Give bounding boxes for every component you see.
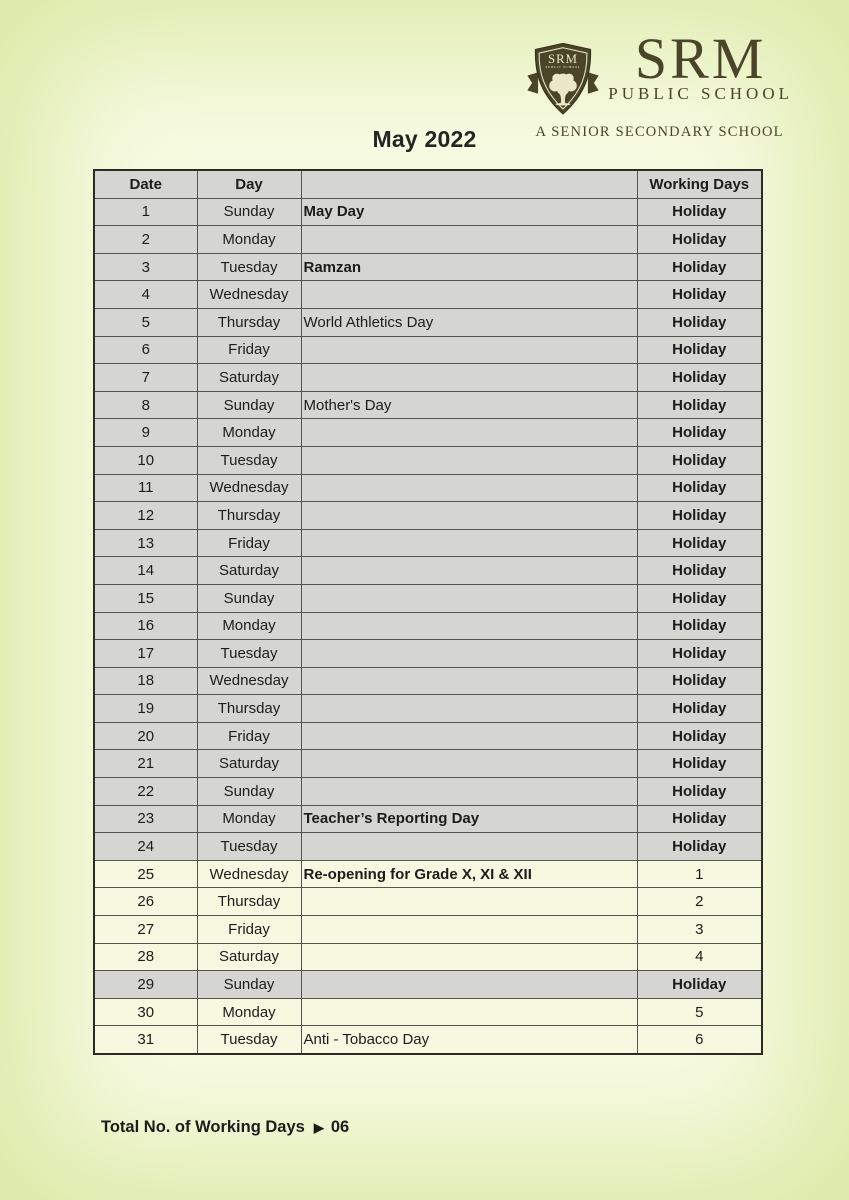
calendar-row bbox=[94, 750, 762, 778]
day-cell: Saturday bbox=[197, 557, 301, 585]
calendar-row bbox=[94, 419, 762, 447]
calendar-row bbox=[94, 612, 762, 640]
date-cell: 29 bbox=[94, 971, 197, 999]
working-days-cell: Holiday bbox=[637, 722, 762, 750]
working-days-cell: Holiday bbox=[637, 419, 762, 447]
working-days-cell: Holiday bbox=[637, 695, 762, 723]
event-cell bbox=[301, 612, 637, 640]
event-cell: Mother's Day bbox=[301, 391, 637, 419]
date-cell: 4 bbox=[94, 281, 197, 309]
event-cell bbox=[301, 557, 637, 585]
date-cell: 16 bbox=[94, 612, 197, 640]
event-cell bbox=[301, 502, 637, 530]
day-cell: Friday bbox=[197, 916, 301, 944]
working-days-cell: Holiday bbox=[637, 778, 762, 806]
day-cell: Monday bbox=[197, 612, 301, 640]
header-row bbox=[94, 170, 762, 198]
date-cell: 18 bbox=[94, 667, 197, 695]
calendar-row bbox=[94, 888, 762, 916]
working-days-cell: Holiday bbox=[637, 364, 762, 392]
day-cell: Wednesday bbox=[197, 860, 301, 888]
day-cell: Sunday bbox=[197, 778, 301, 806]
event-cell bbox=[301, 916, 637, 944]
calendar-row bbox=[94, 336, 762, 364]
date-cell: 31 bbox=[94, 1026, 197, 1054]
date-cell: 13 bbox=[94, 529, 197, 557]
calendar-row bbox=[94, 916, 762, 944]
date-cell: 25 bbox=[94, 860, 197, 888]
day-cell: Tuesday bbox=[197, 253, 301, 281]
day-cell: Monday bbox=[197, 998, 301, 1026]
day-cell: Saturday bbox=[197, 750, 301, 778]
working-days-cell: Holiday bbox=[637, 640, 762, 668]
event-cell bbox=[301, 226, 637, 254]
date-cell: 17 bbox=[94, 640, 197, 668]
calendar-row bbox=[94, 446, 762, 474]
calendar-row bbox=[94, 308, 762, 336]
shield-srm-text: SRM bbox=[548, 51, 579, 66]
day-cell: Monday bbox=[197, 226, 301, 254]
calendar-row bbox=[94, 391, 762, 419]
working-days-cell: Holiday bbox=[637, 253, 762, 281]
event-cell bbox=[301, 667, 637, 695]
total-working-days bbox=[101, 1118, 349, 1137]
calendar-row bbox=[94, 778, 762, 806]
calendar-row bbox=[94, 584, 762, 612]
event-cell bbox=[301, 778, 637, 806]
working-days-cell: 4 bbox=[637, 943, 762, 971]
calendar-row bbox=[94, 640, 762, 668]
day-cell: Monday bbox=[197, 805, 301, 833]
working-days-cell: 3 bbox=[637, 916, 762, 944]
day-cell: Tuesday bbox=[197, 640, 301, 668]
day-cell: Thursday bbox=[197, 502, 301, 530]
column-header-working-days: Working Days bbox=[637, 170, 762, 198]
working-days-cell: Holiday bbox=[637, 529, 762, 557]
event-cell: Ramzan bbox=[301, 253, 637, 281]
event-cell bbox=[301, 998, 637, 1026]
event-cell: May Day bbox=[301, 198, 637, 226]
working-days-cell: 2 bbox=[637, 888, 762, 916]
working-days-cell: 5 bbox=[637, 998, 762, 1026]
date-cell: 23 bbox=[94, 805, 197, 833]
day-cell: Sunday bbox=[197, 391, 301, 419]
event-cell bbox=[301, 971, 637, 999]
working-days-cell: Holiday bbox=[637, 198, 762, 226]
calendar-row bbox=[94, 253, 762, 281]
day-cell: Thursday bbox=[197, 695, 301, 723]
working-days-cell: Holiday bbox=[637, 584, 762, 612]
calendar-row bbox=[94, 695, 762, 723]
working-days-cell: 1 bbox=[637, 860, 762, 888]
calendar-row bbox=[94, 1026, 762, 1054]
day-cell: Sunday bbox=[197, 584, 301, 612]
calendar-row bbox=[94, 198, 762, 226]
event-cell bbox=[301, 336, 637, 364]
shield-subtext: PUBLIC SCHOOL bbox=[545, 65, 581, 70]
working-days-cell: 6 bbox=[637, 1026, 762, 1054]
working-days-cell: Holiday bbox=[637, 281, 762, 309]
day-cell: Sunday bbox=[197, 198, 301, 226]
working-days-cell: Holiday bbox=[637, 308, 762, 336]
event-cell bbox=[301, 446, 637, 474]
date-cell: 12 bbox=[94, 502, 197, 530]
event-cell bbox=[301, 584, 637, 612]
day-cell: Friday bbox=[197, 722, 301, 750]
event-cell bbox=[301, 529, 637, 557]
day-cell: Saturday bbox=[197, 943, 301, 971]
calendar-row bbox=[94, 943, 762, 971]
calendar-row bbox=[94, 529, 762, 557]
date-cell: 26 bbox=[94, 888, 197, 916]
day-cell: Wednesday bbox=[197, 281, 301, 309]
date-cell: 1 bbox=[94, 198, 197, 226]
working-days-cell: Holiday bbox=[637, 336, 762, 364]
calendar-row bbox=[94, 805, 762, 833]
event-cell bbox=[301, 695, 637, 723]
event-cell bbox=[301, 281, 637, 309]
date-cell: 2 bbox=[94, 226, 197, 254]
calendar-row bbox=[94, 971, 762, 999]
day-cell: Monday bbox=[197, 419, 301, 447]
page-title: May 2022 bbox=[372, 126, 477, 152]
calendar-row bbox=[94, 502, 762, 530]
srm-shield-icon bbox=[526, 36, 600, 122]
date-cell: 11 bbox=[94, 474, 197, 502]
calendar-row bbox=[94, 281, 762, 309]
working-days-cell: Holiday bbox=[637, 612, 762, 640]
logo-subtitle: PUBLIC SCHOOL bbox=[608, 84, 793, 103]
date-cell: 10 bbox=[94, 446, 197, 474]
working-days-cell: Holiday bbox=[637, 226, 762, 254]
event-cell bbox=[301, 364, 637, 392]
event-cell: Teacher’s Reporting Day bbox=[301, 805, 637, 833]
date-cell: 7 bbox=[94, 364, 197, 392]
working-days-cell: Holiday bbox=[637, 557, 762, 585]
arrow-right-icon: ▶ bbox=[313, 1120, 324, 1135]
date-cell: 6 bbox=[94, 336, 197, 364]
event-cell: Anti - Tobacco Day bbox=[301, 1026, 637, 1054]
event-cell bbox=[301, 750, 637, 778]
day-cell: Tuesday bbox=[197, 1026, 301, 1054]
day-cell: Wednesday bbox=[197, 667, 301, 695]
working-days-cell: Holiday bbox=[637, 474, 762, 502]
date-cell: 28 bbox=[94, 943, 197, 971]
date-cell: 30 bbox=[94, 998, 197, 1026]
calendar-row bbox=[94, 557, 762, 585]
day-cell: Friday bbox=[197, 336, 301, 364]
column-header-date: Date bbox=[94, 170, 197, 198]
day-cell: Thursday bbox=[197, 888, 301, 916]
working-days-cell: Holiday bbox=[637, 502, 762, 530]
column-header-event bbox=[301, 170, 637, 198]
date-cell: 15 bbox=[94, 584, 197, 612]
event-cell: World Athletics Day bbox=[301, 308, 637, 336]
event-cell: Re-opening for Grade X, XI & XII bbox=[301, 860, 637, 888]
date-cell: 14 bbox=[94, 557, 197, 585]
calendar-table bbox=[93, 169, 763, 1055]
calendar-row bbox=[94, 860, 762, 888]
event-cell bbox=[301, 722, 637, 750]
date-cell: 20 bbox=[94, 722, 197, 750]
event-cell bbox=[301, 474, 637, 502]
calendar-row bbox=[94, 833, 762, 861]
date-cell: 21 bbox=[94, 750, 197, 778]
calendar-row bbox=[94, 364, 762, 392]
calendar-row bbox=[94, 998, 762, 1026]
event-cell bbox=[301, 943, 637, 971]
day-cell: Tuesday bbox=[197, 446, 301, 474]
total-working-days-label: Total No. of Working Days bbox=[101, 1118, 305, 1136]
day-cell: Wednesday bbox=[197, 474, 301, 502]
column-header-day: Day bbox=[197, 170, 301, 198]
day-cell: Tuesday bbox=[197, 833, 301, 861]
date-cell: 8 bbox=[94, 391, 197, 419]
event-cell bbox=[301, 833, 637, 861]
day-cell: Friday bbox=[197, 529, 301, 557]
calendar-row bbox=[94, 226, 762, 254]
working-days-cell: Holiday bbox=[637, 833, 762, 861]
date-cell: 3 bbox=[94, 253, 197, 281]
day-cell: Thursday bbox=[197, 308, 301, 336]
event-cell bbox=[301, 419, 637, 447]
date-cell: 19 bbox=[94, 695, 197, 723]
calendar-row bbox=[94, 722, 762, 750]
date-cell: 27 bbox=[94, 916, 197, 944]
calendar-row bbox=[94, 667, 762, 695]
total-working-days-value: 06 bbox=[330, 1118, 350, 1136]
working-days-cell: Holiday bbox=[637, 667, 762, 695]
working-days-cell: Holiday bbox=[637, 805, 762, 833]
event-cell bbox=[301, 888, 637, 916]
logo-text-block bbox=[608, 26, 793, 104]
event-cell bbox=[301, 640, 637, 668]
day-cell: Saturday bbox=[197, 364, 301, 392]
logo-top bbox=[526, 26, 793, 122]
date-cell: 22 bbox=[94, 778, 197, 806]
day-cell: Sunday bbox=[197, 971, 301, 999]
date-cell: 5 bbox=[94, 308, 197, 336]
date-cell: 9 bbox=[94, 419, 197, 447]
working-days-cell: Holiday bbox=[637, 391, 762, 419]
date-cell: 24 bbox=[94, 833, 197, 861]
logo-name: SRM bbox=[634, 26, 767, 91]
logo-tagline: A SENIOR SECONDARY SCHOOL bbox=[535, 124, 784, 140]
working-days-cell: Holiday bbox=[637, 971, 762, 999]
working-days-cell: Holiday bbox=[637, 750, 762, 778]
working-days-cell: Holiday bbox=[637, 446, 762, 474]
calendar-table-body bbox=[94, 198, 762, 1054]
calendar-row bbox=[94, 474, 762, 502]
